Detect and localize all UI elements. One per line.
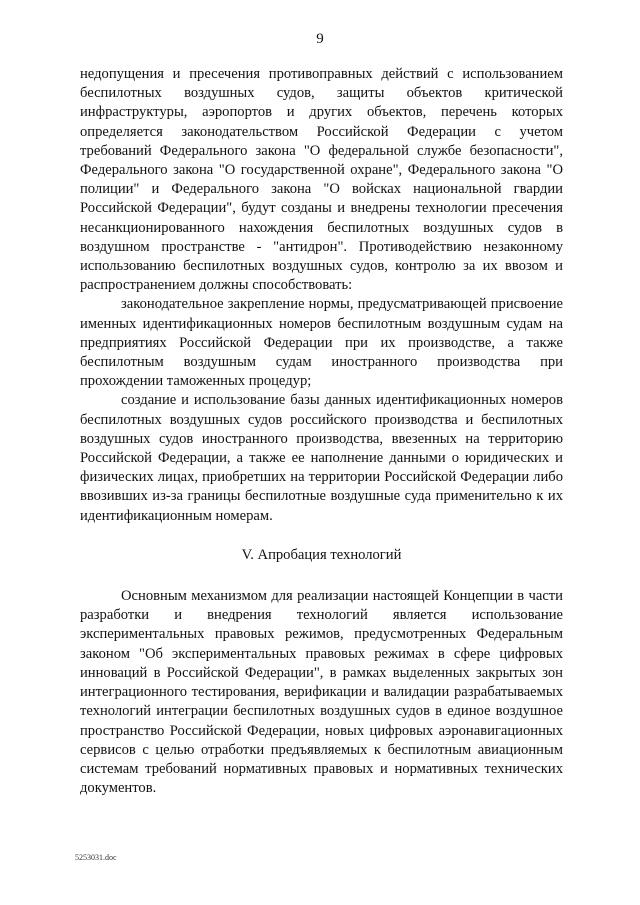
paragraph-continuation: недопущения и пресечения противоправных действий с использованием беспилотных воздушных судов, защиты объектов критической инфраструктуры, аэропортов и других объектов, перечень которых определяется законодательством Российской Федерации с учетом требований Федерального закона "О федеральной службе безопасности", Федерального закона "О государственной охране", Федерального закона "О полиции" и Федерального закона "О войсках национальной гвардии Российской Федерации", будут созданы и внедрены технологии пресечения несанкционированного нахождения беспилотных воздушных судов в воздушном пространстве - "антидрон". Противодействию незаконному использованию беспилотных воздушных судов, контролю за их ввозом и распространением должны способствовать:	[80, 66, 563, 294]
paragraph-technology-testing: Основным механизмом для реализации настоящей Концепции в части разработки и внедрения технологий является использование экспериментальных правовых режимов, предусмотренных Федеральным законом "Об экспериментальных правовых режимах в сфере цифровых инноваций в Российской Федерации", в рамках выделенных закрытых зон интеграционного тестирования, верификации и валидации разрабатываемых технологий интеграции беспилотных воздушных судов в единое воздушное пространство Российской Федерации, новых цифровых аэронавигационных сервисов с целью отработки предъявляемых к беспилотным авиационным системам требований нормативных правовых и нормативных технических документов.	[80, 588, 563, 797]
paragraph-legislative-norm: законодательное закрепление нормы, предусматривающей присвоение именных идентификационных номеров беспилотным воздушным судам на предприятиях Российской Федерации при их производстве, а также беспилотным воздушным судам иностранного производства при прохождении таможенных процедур;	[80, 296, 563, 390]
document-body	[80, 65, 563, 798]
section-heading: V. Апробация технологий	[241, 546, 402, 563]
page-number: 9	[316, 31, 324, 47]
document-footer-code: 5253031.doc	[75, 853, 117, 862]
paragraph-id-database: создание и использование базы данных идентификационных номеров беспилотных воздушных судов российского производства и беспилотных воздушных судов иностранного производства, ввезенных на территорию Российской Федерации, а также ее наполнение данными о юридических и физических лицах, приобретших на территории Российской Федерации либо ввозивших из-за границы беспилотные воздушные суда применительно к их идентификационным номерам.	[80, 392, 563, 524]
